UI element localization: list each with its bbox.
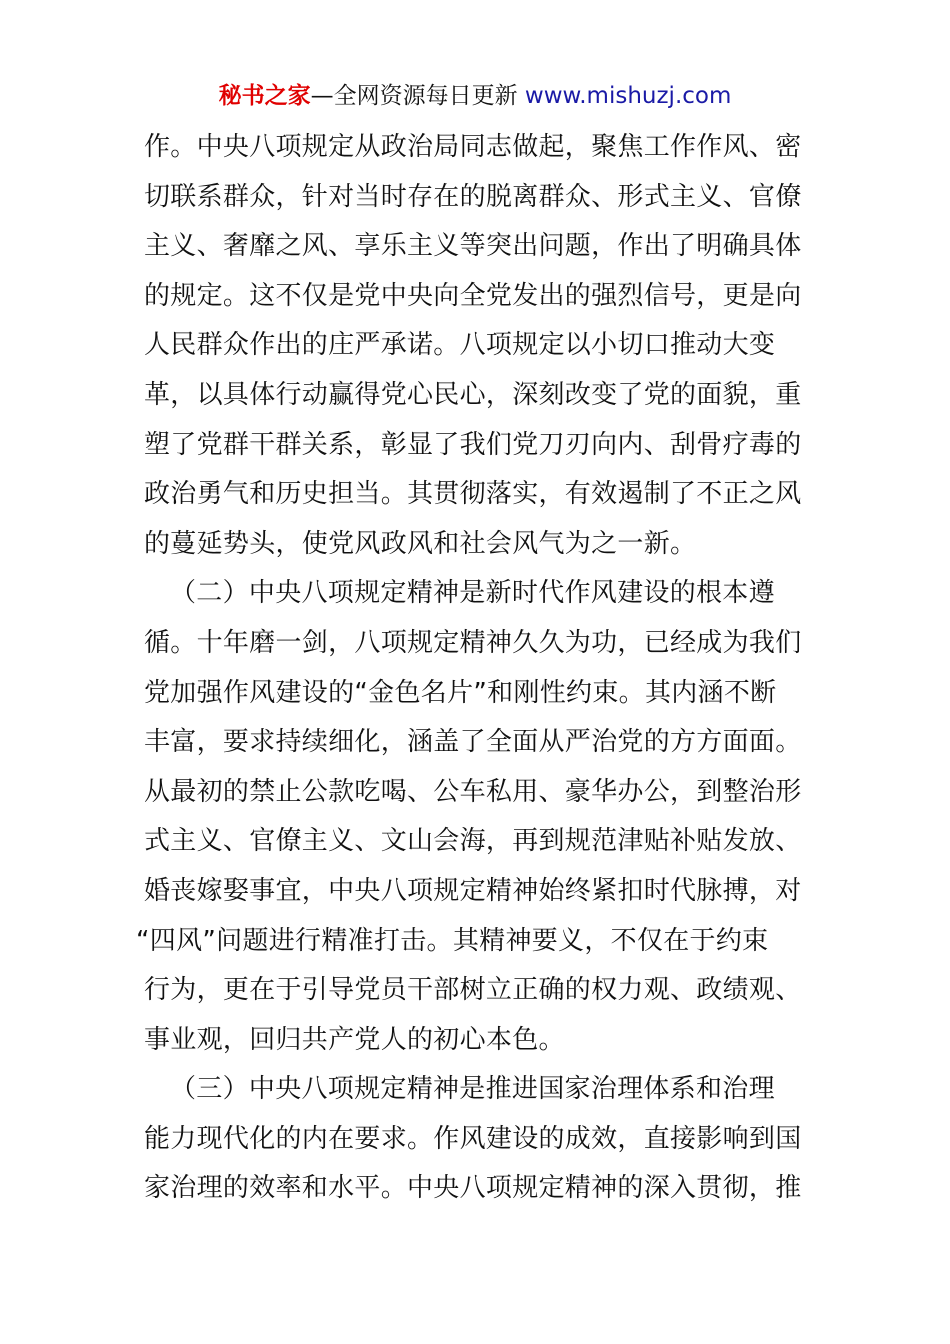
text-line: 作。中央八项规定从政治局同志做起，聚焦工作作风、密 <box>144 132 802 162</box>
text-line: 从最初的禁止公款吃喝、公车私用、豪华办公，到整治形 <box>144 776 802 807</box>
text-line: “四风”问题进行精准打击。其精神要义，不仅在于约束 <box>136 925 769 956</box>
text-line: 人民群众作出的庄严承诺。八项规定以小切口推动大变 <box>144 330 776 361</box>
text-line: 事业观，回归共产党人的初心本色。 <box>144 1024 565 1055</box>
text-line: 丰富，要求持续细化，涵盖了全面从严治党的方方面面。 <box>144 727 802 758</box>
text-line: 家治理的效率和水平。中央八项规定精神的深入贯彻，推 <box>144 1173 802 1204</box>
site-url-link[interactable]: www.mishuzj.com <box>524 83 732 109</box>
site-brand: 秘书之家 <box>218 83 311 109</box>
text-line: 切联系群众，针对当时存在的脱离群众、形式主义、官僚 <box>144 181 802 212</box>
document-body <box>136 123 808 1214</box>
paragraph-heading-line: （三）中央八项规定精神是推进国家治理体系和治理 <box>170 1074 775 1105</box>
text-line: 能力现代化的内在要求。作风建设的成效，直接影响到国 <box>144 1123 802 1154</box>
text-line: 循。十年磨一剑，八项规定精神久久为功，已经成为我们 <box>144 627 802 658</box>
text-line: 革，以具体行动赢得党心民心，深刻改变了党的面貌，重 <box>144 379 802 410</box>
site-tagline: —全网资源每日更新 <box>310 83 518 109</box>
text-line: 婚丧嫁娶事宜，中央八项规定精神始终紧扣时代脉搏，对 <box>144 875 802 906</box>
paragraph-heading-line: （二）中央八项规定精神是新时代作风建设的根本遵 <box>170 578 775 609</box>
text-line: 的蔓延势头，使党风政风和社会风气为之一新。 <box>144 528 697 559</box>
text-line: 的规定。这不仅是党中央向全党发出的强烈信号，更是向 <box>144 280 802 311</box>
site-header <box>0 80 950 112</box>
text-line: 党加强作风建设的“金色名片”和刚性约束。其内涵不断 <box>144 677 777 708</box>
text-line: 行为，更在于引导党员干部树立正确的权力观、政绩观、 <box>144 975 802 1006</box>
text-line: 式主义、官僚主义、文山会海，再到规范津贴补贴发放、 <box>144 826 802 857</box>
text-line: 塑了党群干群关系，彰显了我们党刀刃向内、刮骨疗毒的 <box>144 429 802 460</box>
text-line: 政治勇气和历史担当。其贯彻落实，有效遏制了不正之风 <box>144 479 802 510</box>
text-line: 主义、奢靡之风、享乐主义等突出问题，作出了明确具体 <box>144 231 802 262</box>
